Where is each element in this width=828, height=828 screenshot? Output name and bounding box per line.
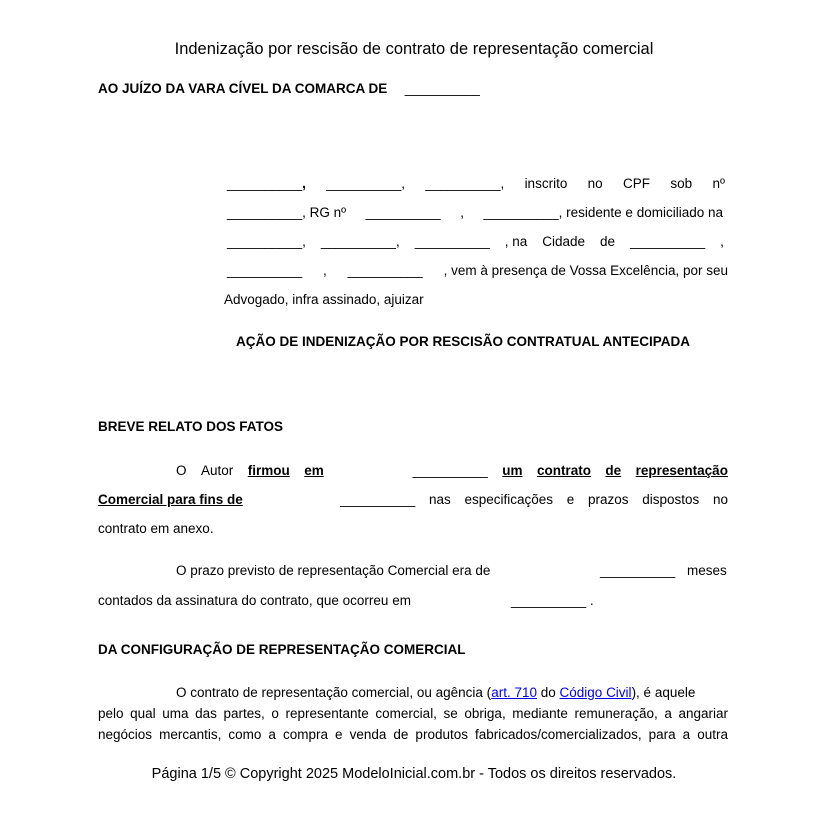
fact1-line-2: Comercial para fins de __________ nas especificações e prazos dispostos no — [98, 492, 728, 507]
fact2-line-1-text: O prazo previsto de representação Comercial era de — [176, 563, 491, 578]
fact2-blank-2: __________ . — [511, 593, 594, 608]
link-art-710[interactable]: art. 710 — [491, 685, 537, 700]
party-line-5: Advogado, infra assinado, ajuizar — [224, 292, 424, 307]
config-line-2: pelo qual uma das partes, o representante comercial, se obriga, mediante remuneração, a angariar — [98, 706, 728, 721]
court-header-text: AO JUÍZO DA VARA CÍVEL DA COMARCA DE — [98, 81, 388, 96]
fact2-meses: meses — [687, 563, 727, 578]
fact1-line-1: O Autor firmou em __________ um contrato de representação — [176, 463, 728, 478]
section-heading-config: DA CONFIGURAÇÃO DE REPRESENTAÇÃO COMERCIAL — [98, 642, 466, 657]
party-line-2: __________, RG nº __________ , __________, residente e domiciliado na — [227, 205, 723, 220]
section-heading-facts: BREVE RELATO DOS FATOS — [98, 419, 284, 434]
link-codigo-civil[interactable]: Código Civil — [559, 685, 632, 700]
court-header — [98, 81, 480, 96]
party-line-3: __________, __________, __________ , na Cidade de __________ , — [227, 234, 724, 249]
config-line-3: negócios mercantis, como a compra e venda de produtos fabricados/comercializados, para a outra — [98, 727, 728, 742]
party-line-4: __________ , __________ , vem à presença de Vossa Excelência, por seu — [227, 263, 728, 278]
fact2-blank-1: __________ — [600, 563, 676, 578]
page-footer: Página 1/5 © Copyright 2025 ModeloInicial.com.br - Todos os direitos reservados. — [151, 766, 677, 782]
action-title: AÇÃO DE INDENIZAÇÃO POR RESCISÃO CONTRATUAL ANTECIPADA — [236, 334, 691, 349]
comarca-blank: __________ — [404, 81, 480, 96]
document-title: Indenização por rescisão de contrato de representação comercial — [174, 40, 654, 58]
fact1-line-3: contrato em anexo. — [98, 521, 214, 536]
fact2-line-2-text: contados da assinatura do contrato, que ocorreu em — [98, 593, 411, 608]
party-line-1: __________, __________, __________, inscrito no CPF sob nº — [227, 176, 725, 191]
config-line-1: O contrato de representação comercial, ou agência (art. 710 do Código Civil), é aquele — [176, 685, 696, 700]
